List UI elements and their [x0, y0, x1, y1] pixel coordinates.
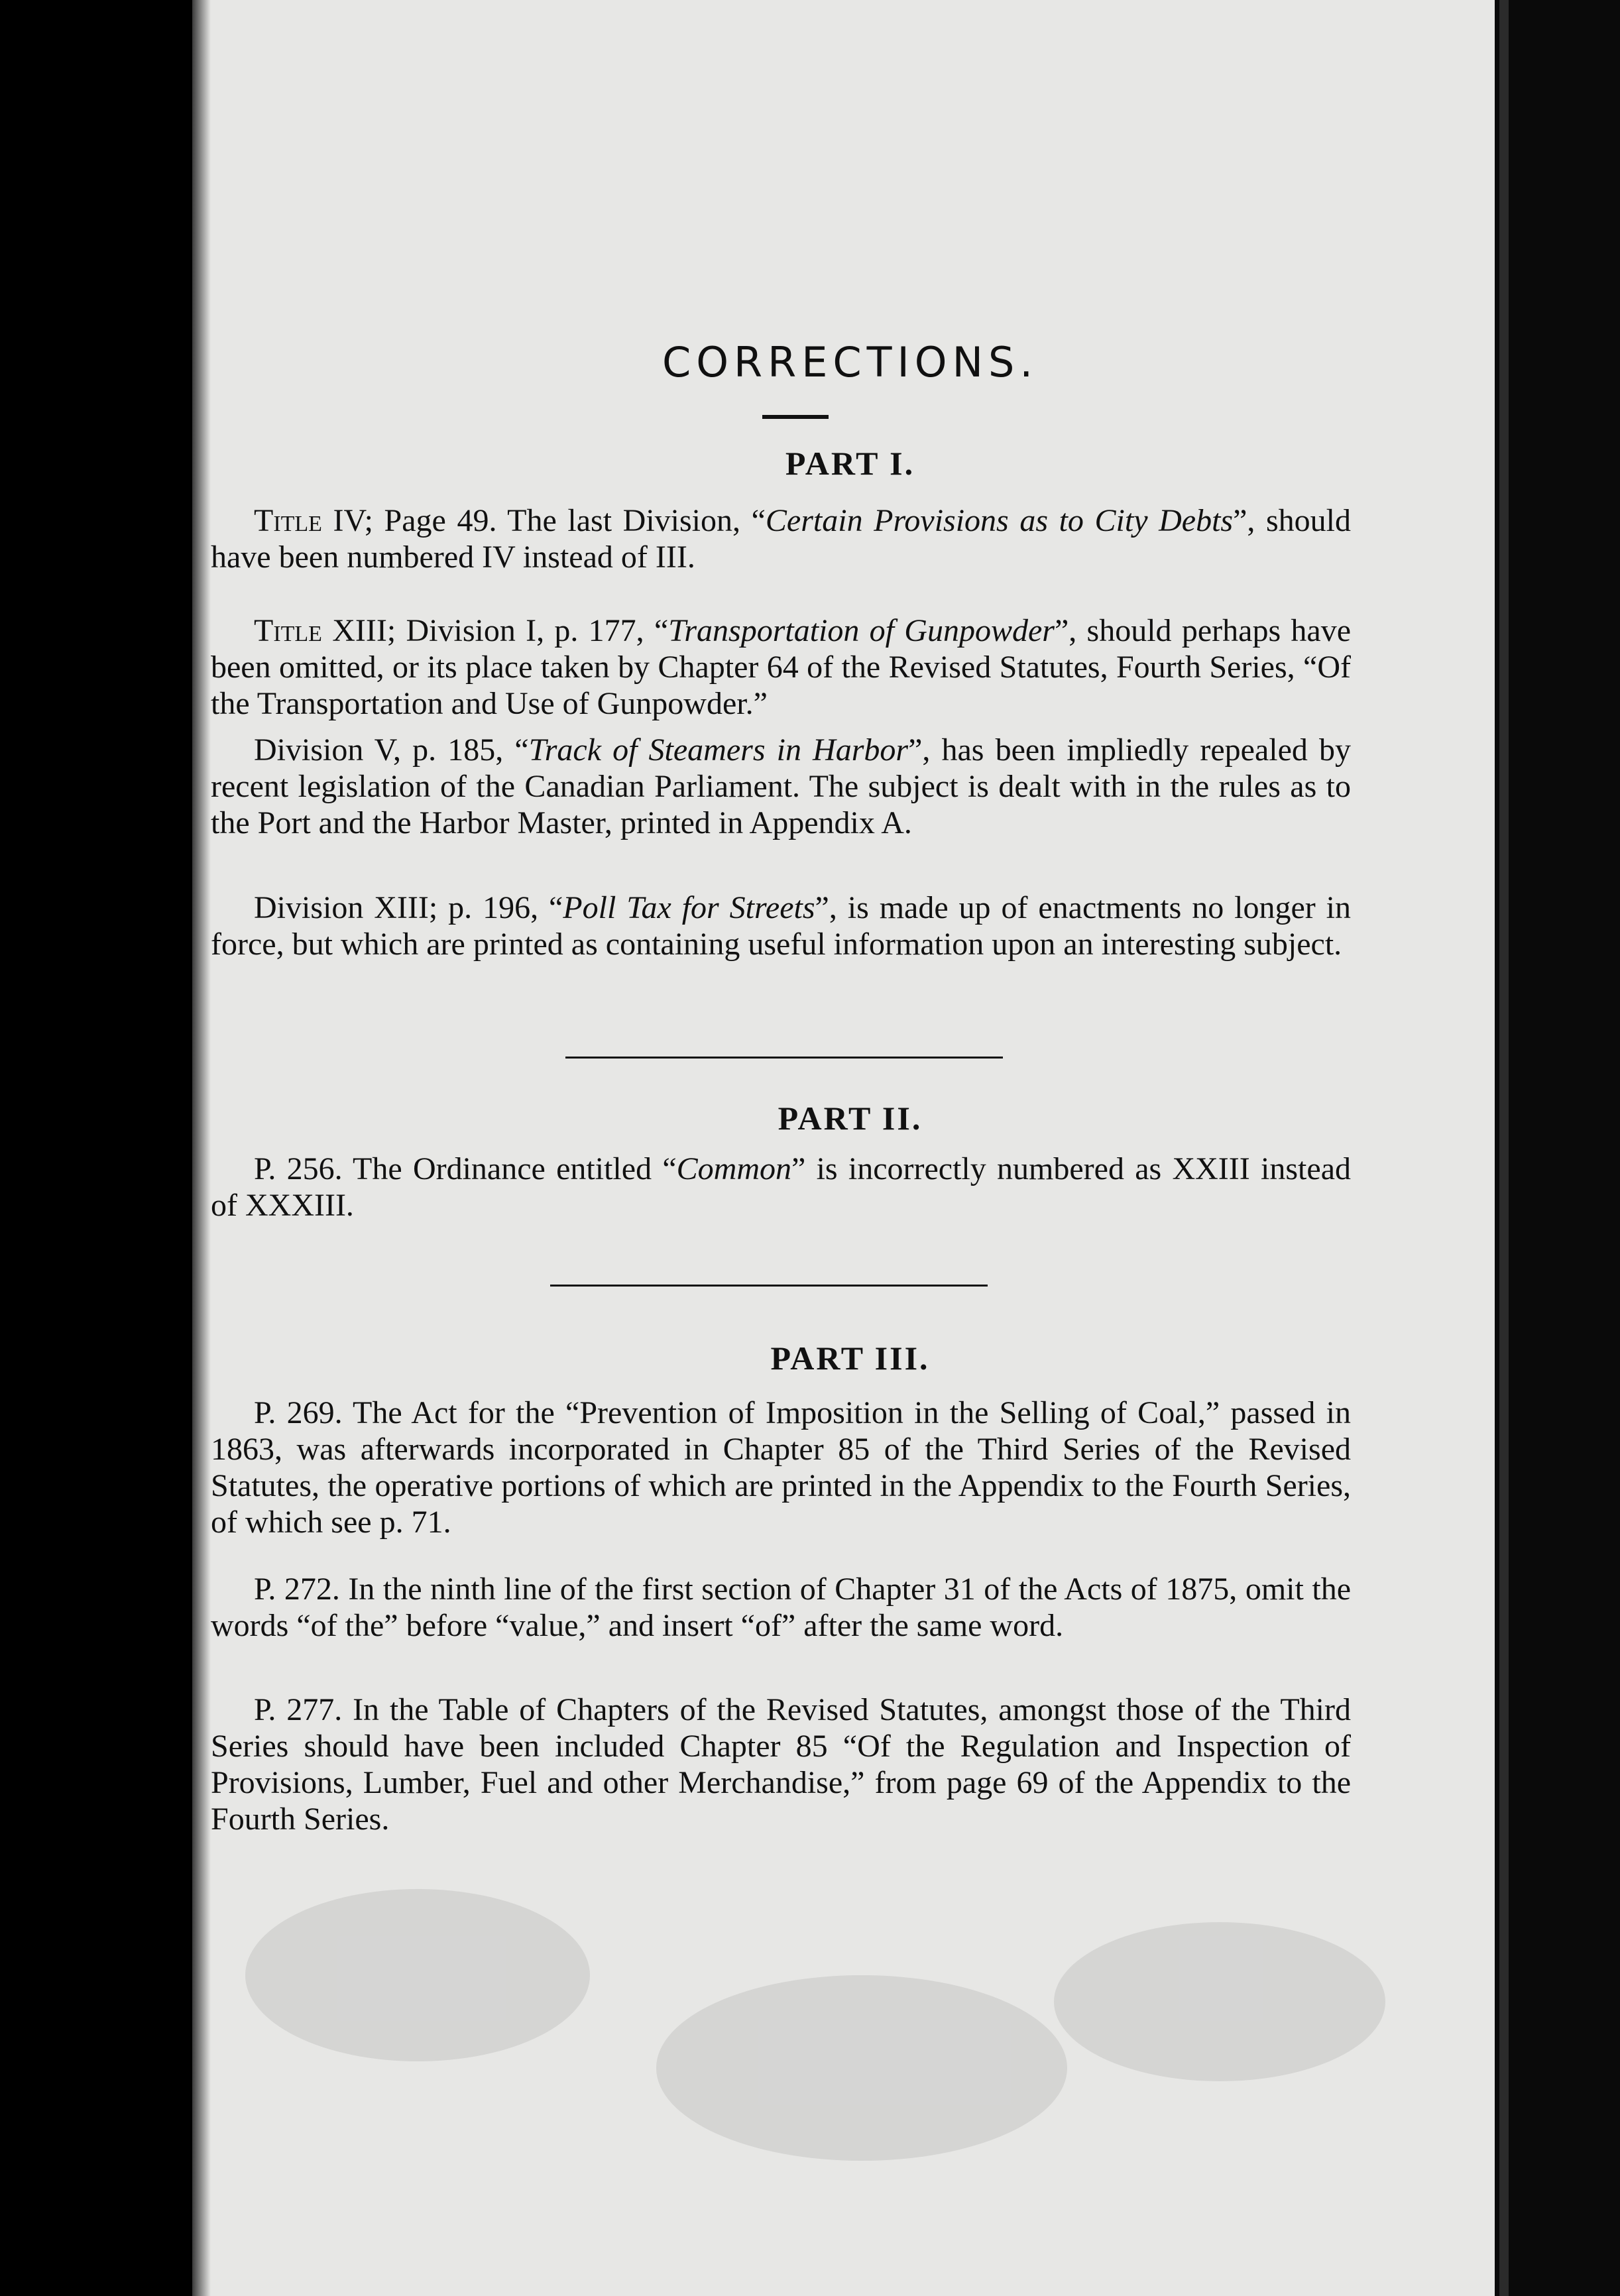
page-title: CORRECTIONS.: [662, 338, 1039, 386]
italic-title: Common: [676, 1151, 791, 1186]
document-body: [192, 0, 1508, 2296]
part-3-correction-3: P. 277. In the Table of Chapters of the Revised Statutes, amongst those of the Third Series should have been included Chapter 85 “Of the Regulation and Inspection of Provisions, Lumber, Fuel and other Merchandise,” from page 69 of the Appendix to the Fourth Series.: [211, 1692, 1351, 1837]
italic-title: Poll Tax for Streets: [563, 890, 815, 925]
italic-title: Certain Provisions as to City Debts: [765, 503, 1234, 538]
part-2-heading: PART II.: [778, 1100, 923, 1137]
part-1-correction-2: Title XIII; Division I, p. 177, “Transportation of Gunpowder”, should perhaps have been omitted, or its place taken by Chapter 64 of the Revised Statutes, Fourth Series, “Of the Transportation and Use of Gunpowder.”: [211, 613, 1352, 721]
page-gutter-shadow: [192, 0, 211, 2296]
title-label: Title: [254, 613, 322, 648]
italic-title: Track of Steamers in Harbor: [528, 732, 909, 768]
section-divider: [565, 1057, 1003, 1059]
page-edge-strip: [1499, 0, 1509, 2296]
part-3-heading: PART III.: [770, 1340, 930, 1377]
part-1-correction-4: Division XIII; p. 196, “Poll Tax for Streets”, is made up of enactments no longer in force, but which are printed as containing useful information upon an interesting subject.: [211, 890, 1352, 962]
section-divider: [550, 1285, 988, 1287]
title-label: Title: [254, 503, 322, 538]
part-3-correction-1: P. 269. The Act for the “Prevention of Imposition in the Selling of Coal,” passed in 1863, was afterwards incorporated in Chapter 85 of the Third Series of the Revised Statutes, the operative portions of which are printed in the Appendix to the Fourth Series, of which see p. 71.: [211, 1395, 1351, 1540]
title-rule: [762, 415, 829, 419]
italic-title: Transportation of Gunpowder: [668, 613, 1055, 648]
part-1-correction-1: Title IV; Page 49. The last Division, “Certain Provisions as to City Debts”, should have been numbered IV instead of III.: [211, 503, 1352, 575]
part-1-correction-3: Division V, p. 185, “Track of Steamers in Harbor”, has been impliedly repealed by recent legislation of the Canadian Parliament. The subject is dealt with in the rules as to the Port and the Harbor Master, printed in Appendix A.: [211, 732, 1352, 840]
part-1-heading: PART I.: [785, 445, 915, 482]
scan-border-right: [1495, 0, 1620, 2296]
part-3-correction-2: P. 272. In the ninth line of the first section of Chapter 31 of the Acts of 1875, omit the words “of the” before “value,” and insert “of” after the same word.: [211, 1572, 1351, 1643]
part-2-correction-1: P. 256. The Ordinance entitled “Common” is incorrectly numbered as XXIII instead of XXXIII.: [211, 1151, 1351, 1223]
scanned-page: [192, 0, 1508, 2296]
